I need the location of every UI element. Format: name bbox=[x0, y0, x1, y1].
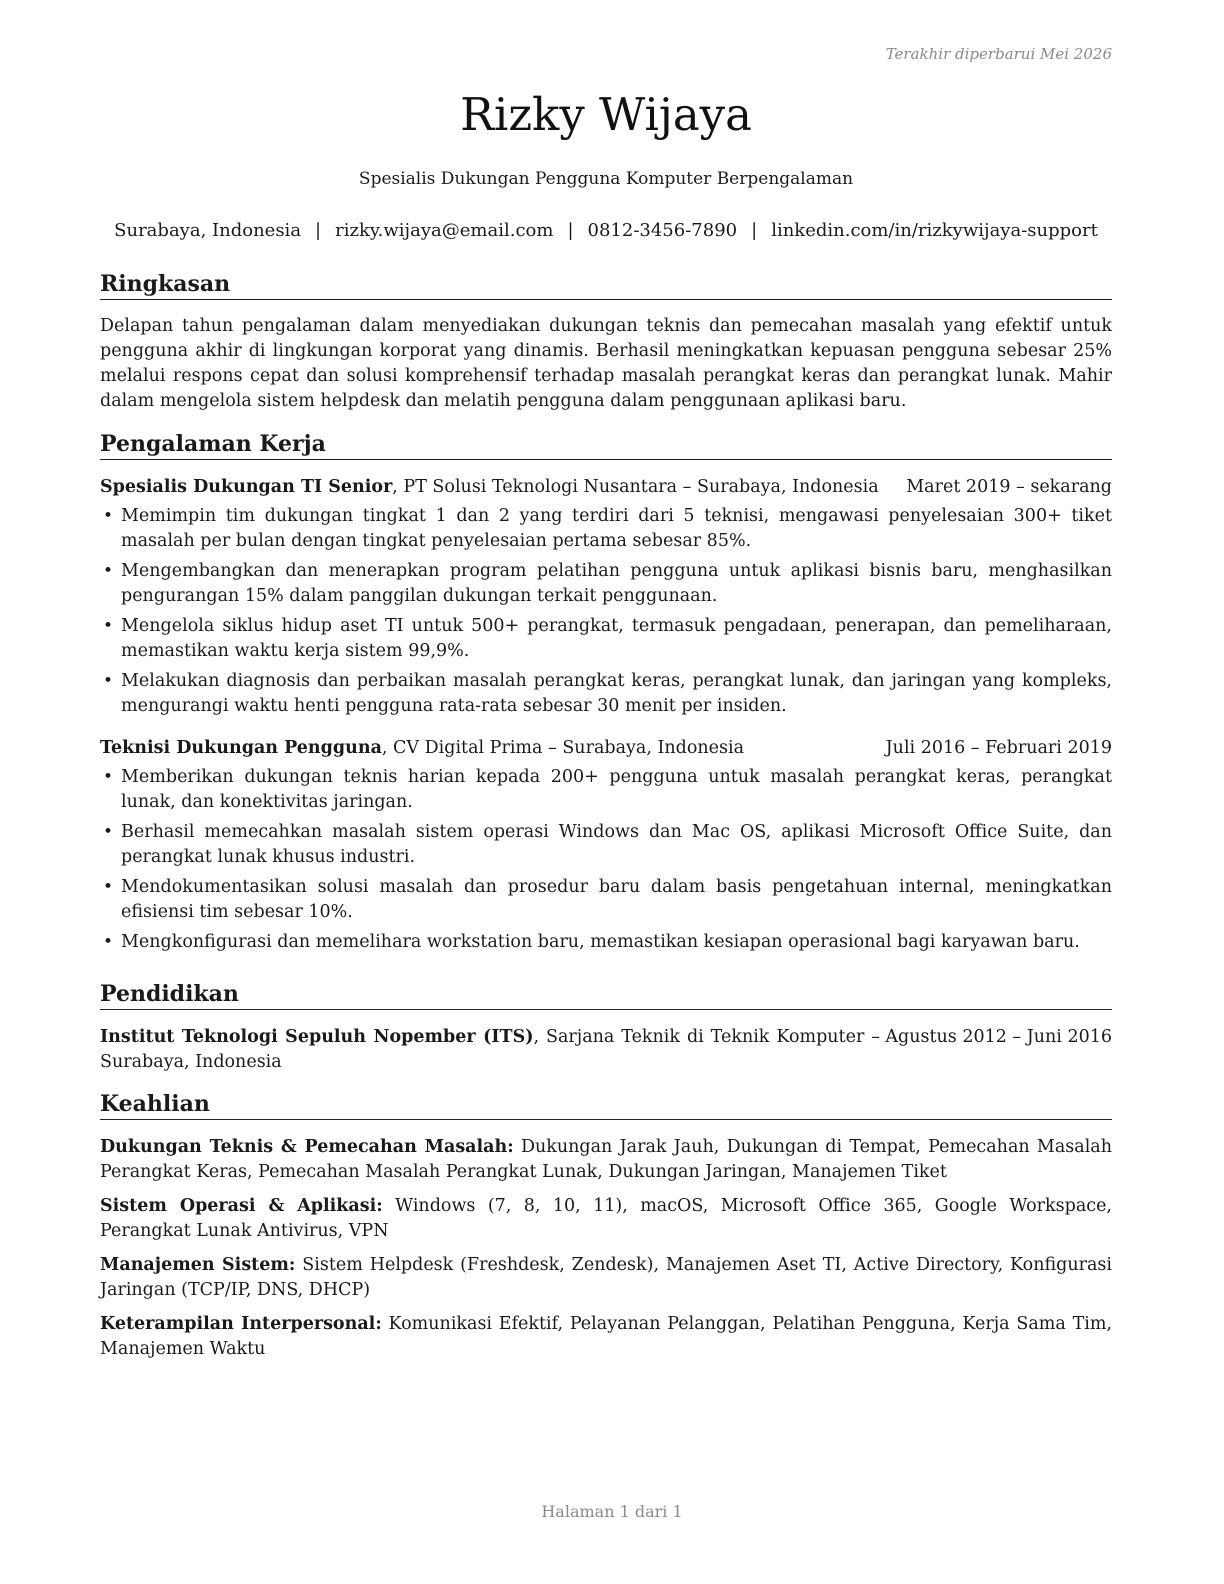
skill-label: Dukungan Teknis & Pemecahan Masalah: bbox=[100, 1137, 514, 1157]
job-bullet: • Memimpin tim dukungan tingkat 1 dan 2 yang terdiri dari 5 teknisi, mengawasi penyelesaian 300+ tiket masalah per bulan dengan tingkat penyelesaian pertama sebesar 85%. bbox=[100, 504, 1112, 554]
section-title-skills: Keahlian bbox=[100, 1090, 1112, 1120]
candidate-headline: Spesialis Dukungan Pengguna Komputer Berpengalaman bbox=[358, 169, 854, 189]
skills-section bbox=[100, 1090, 1112, 1371]
section-title-experience: Pengalaman Kerja bbox=[100, 430, 1112, 460]
education-entry bbox=[100, 1025, 1112, 1075]
section-title-education: Pendidikan bbox=[100, 980, 1112, 1010]
education-school: Institut Teknologi Sepuluh Nopember (ITS) bbox=[100, 1027, 534, 1047]
contact-linkedin[interactable]: linkedin.com/in/rizkywijaya-support bbox=[771, 220, 1098, 241]
page-number: Halaman 1 dari 1 bbox=[541, 1502, 683, 1521]
job-dates: Juli 2016 – Februari 2019 bbox=[885, 738, 1112, 758]
contact-separator: | bbox=[567, 220, 574, 241]
job-bullet: • Mengkonfigurasi dan memelihara workstation baru, memastikan kesiapan operasional bagi karyawan baru. bbox=[100, 930, 1112, 955]
job-role: Spesialis Dukungan TI Senior bbox=[100, 477, 393, 497]
last-updated: Terakhir diperbarui Mei 2026 bbox=[885, 45, 1112, 63]
contact-separator: | bbox=[315, 220, 322, 241]
job-bullet: • Mengelola siklus hidup aset TI untuk 500+ perangkat, termasuk pengadaan, penerapan, dan pemeliharaan, memastikan waktu kerja sistem 99,9%. bbox=[100, 614, 1112, 664]
job-header bbox=[100, 736, 1112, 761]
education-dates: Agustus 2012 – Juni 2016 bbox=[885, 1027, 1112, 1047]
job-role: Teknisi Dukungan Pengguna bbox=[100, 738, 382, 758]
skill-group bbox=[100, 1312, 1112, 1362]
job-bullet: • Berhasil memecahkan masalah sistem operasi Windows dan Mac OS, aplikasi Microsoft Office Suite, dan perangkat lunak khusus industri. bbox=[100, 820, 1112, 870]
job-organization: , PT Solusi Teknologi Nusantara – Surabaya, Indonesia bbox=[392, 477, 879, 497]
job-entry bbox=[100, 736, 1112, 955]
skill-list: Dukungan Jarak Jauh, Dukungan di Tempat, Pemecahan Masalah Perangkat Keras, Pemecahan Masalah Perangkat Lunak, Dukungan Jaringan, Manajemen Tiket bbox=[100, 1137, 1113, 1182]
summary-text: Delapan tahun pengalaman dalam menyediakan dukungan teknis dan pemecahan masalah yang efektif untuk pengguna akhir di lingkungan korporat yang dinamis. Berhasil meningkatkan kepuasan pengguna sebesar 25% melalui respons cepat dan solusi komprehensif terhadap masalah perangkat keras dan perangkat lunak. Mahir dalam mengelola sistem helpdesk dan melatih pengguna dalam penggunaan aplikasi baru. bbox=[100, 316, 1112, 411]
contact-line bbox=[100, 220, 1112, 241]
job-dates: Maret 2019 – sekarang bbox=[906, 477, 1112, 497]
job-bullet: • Memberikan dukungan teknis harian kepada 200+ pengguna untuk masalah perangkat keras, perangkat lunak, dan konektivitas jaringan. bbox=[100, 765, 1112, 815]
contact-email[interactable]: rizky.wijaya@email.com bbox=[335, 220, 554, 241]
job-bullets bbox=[100, 504, 1112, 719]
summary-section bbox=[100, 270, 1112, 414]
skill-label: Sistem Operasi & Aplikasi: bbox=[100, 1196, 383, 1216]
skill-list: Sistem Helpdesk (Freshdesk, Zendesk), Manajemen Aset TI, Active Directory, Konfigurasi Jaringan (TCP/IP, DNS, DHCP) bbox=[100, 1255, 1112, 1300]
job-bullet: • Mendokumentasikan solusi masalah dan prosedur baru dalam basis pengetahuan internal, meningkatkan efisiensi tim sebesar 10%. bbox=[100, 875, 1112, 925]
job-bullet: • Melakukan diagnosis dan perbaikan masalah perangkat keras, perangkat lunak, dan jaringan yang kompleks, mengurangi waktu henti pengguna rata-rata sebesar 30 menit per insiden. bbox=[100, 669, 1112, 719]
job-entry bbox=[100, 475, 1112, 719]
job-bullets bbox=[100, 765, 1112, 955]
job-organization: , CV Digital Prima – Surabaya, Indonesia bbox=[381, 738, 745, 758]
skill-label: Keterampilan Interpersonal: bbox=[100, 1314, 382, 1334]
education-degree: , Sarjana Teknik di Teknik Komputer – Surabaya, Indonesia bbox=[100, 1027, 880, 1072]
skill-group bbox=[100, 1135, 1112, 1185]
skill-group bbox=[100, 1194, 1112, 1244]
contact-phone: 0812-3456-7890 bbox=[587, 220, 738, 241]
skill-list: Komunikasi Efektif, Pelayanan Pelanggan, Pelatihan Pengguna, Kerja Sama Tim, Manajemen Waktu bbox=[100, 1314, 1112, 1359]
section-title-summary: Ringkasan bbox=[100, 270, 1112, 300]
skill-group bbox=[100, 1253, 1112, 1303]
skill-label: Manajemen Sistem: bbox=[100, 1255, 296, 1275]
contact-separator: | bbox=[751, 220, 758, 241]
experience-section bbox=[100, 430, 1112, 960]
skill-list: Windows (7, 8, 10, 11), macOS, Microsoft Office 365, Google Workspace, Perangkat Lunak Antivirus, VPN bbox=[100, 1196, 1112, 1241]
candidate-name: Rizky Wijaya bbox=[460, 88, 752, 141]
job-header bbox=[100, 475, 1112, 500]
contact-location: Surabaya, Indonesia bbox=[114, 220, 302, 241]
job-bullet: • Mengembangkan dan menerapkan program pelatihan pengguna untuk aplikasi bisnis baru, menghasilkan pengurangan 15% dalam panggilan dukungan terkait penggunaan. bbox=[100, 559, 1112, 609]
education-section bbox=[100, 980, 1112, 1075]
